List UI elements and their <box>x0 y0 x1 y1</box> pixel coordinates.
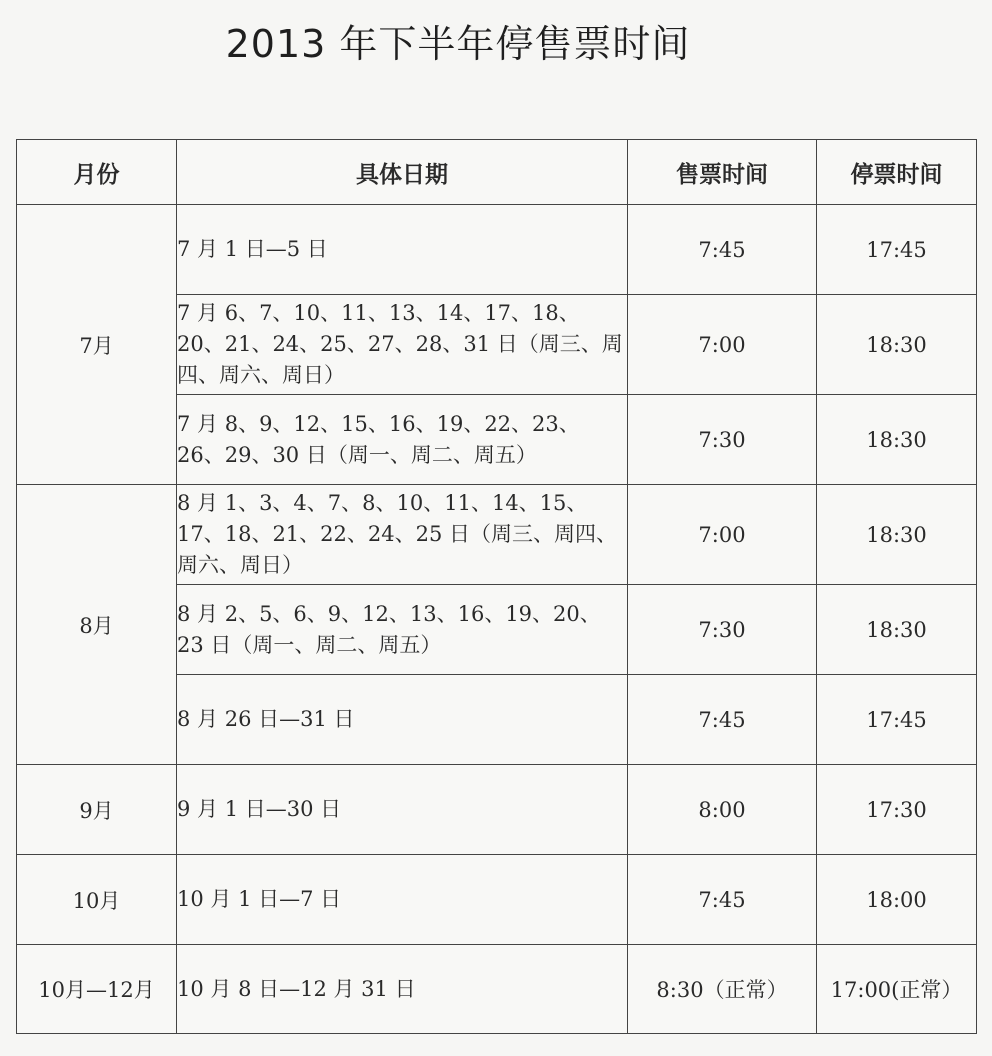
stop-time-cell: 17:00(正常） <box>817 945 977 1034</box>
date-cell: 7 月 8、9、12、15、16、19、22、23、26、29、30 日（周一、周二、周五） <box>177 395 628 485</box>
stop-time-cell: 18:30 <box>817 395 977 485</box>
ticket-schedule-table <box>16 139 977 1034</box>
table-header-row <box>17 140 977 205</box>
date-cell: 10 月 8 日—12 月 31 日 <box>177 945 628 1034</box>
date-cell: 7 月 6、7、10、11、13、14、17、18、20、21、24、25、27、28、31 日（周三、周四、周六、周日） <box>177 295 628 395</box>
stop-time-cell: 17:45 <box>817 205 977 295</box>
stop-time-cell: 18:30 <box>817 585 977 675</box>
sale-time-cell: 7:45 <box>628 205 817 295</box>
date-cell: 8 月 1、3、4、7、8、10、11、14、15、17、18、21、22、24、25 日（周三、周四、周六、周日） <box>177 485 628 585</box>
sale-time-cell: 7:45 <box>628 675 817 765</box>
table-row <box>17 945 977 1034</box>
sale-time-cell: 7:00 <box>628 295 817 395</box>
stop-time-cell: 18:00 <box>817 855 977 945</box>
month-cell-july: 7月 <box>17 205 177 485</box>
sale-time-cell: 7:30 <box>628 585 817 675</box>
stop-time-cell: 18:30 <box>817 295 977 395</box>
date-cell: 7 月 1 日—5 日 <box>177 205 628 295</box>
header-date: 具体日期 <box>177 140 628 205</box>
header-stop-time: 停票时间 <box>817 140 977 205</box>
sale-time-cell: 8:30（正常） <box>628 945 817 1034</box>
date-cell: 8 月 26 日—31 日 <box>177 675 628 765</box>
header-month: 月份 <box>17 140 177 205</box>
sale-time-cell: 7:45 <box>628 855 817 945</box>
month-cell-september: 9月 <box>17 765 177 855</box>
month-cell-august: 8月 <box>17 485 177 765</box>
date-cell: 10 月 1 日—7 日 <box>177 855 628 945</box>
stop-time-cell: 17:45 <box>817 675 977 765</box>
table-row <box>17 205 977 295</box>
month-cell-october-december: 10月—12月 <box>17 945 177 1034</box>
date-cell: 8 月 2、5、6、9、12、13、16、19、20、23 日（周一、周二、周五） <box>177 585 628 675</box>
table-row <box>17 855 977 945</box>
sale-time-cell: 7:00 <box>628 485 817 585</box>
date-cell: 9 月 1 日—30 日 <box>177 765 628 855</box>
page-title: 2013 年下半年停售票时间 <box>225 22 691 66</box>
table-row <box>17 485 977 585</box>
sale-time-cell: 8:00 <box>628 765 817 855</box>
header-sale-time: 售票时间 <box>628 140 817 205</box>
sale-time-cell: 7:30 <box>628 395 817 485</box>
stop-time-cell: 17:30 <box>817 765 977 855</box>
month-cell-october: 10月 <box>17 855 177 945</box>
table-row <box>17 765 977 855</box>
stop-time-cell: 18:30 <box>817 485 977 585</box>
